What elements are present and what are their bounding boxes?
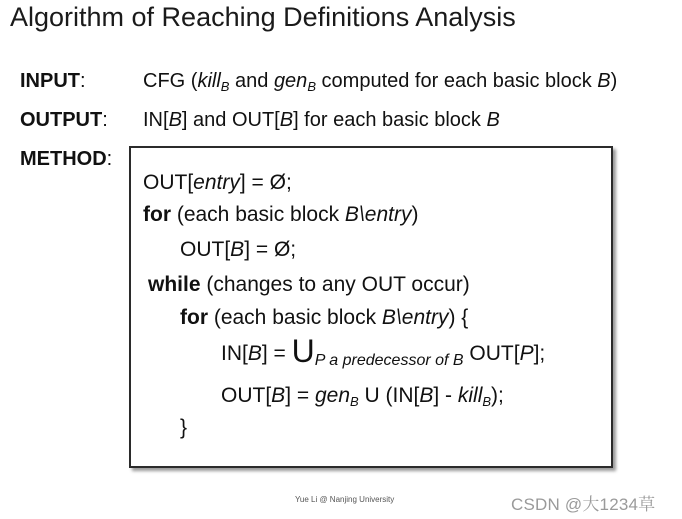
union-symbol: U <box>291 333 315 369</box>
l7-a: OUT[ <box>221 384 272 407</box>
l7-b: ] = <box>285 384 315 407</box>
footer-credit: Yue Li @ Nanjing University <box>295 495 395 504</box>
code-line-5 <box>180 306 468 330</box>
output-label-text: OUTPUT <box>20 109 103 131</box>
input-kill-sub: B <box>220 79 230 94</box>
l5-bentry: B\entry <box>381 306 449 329</box>
code-line-6 <box>221 333 546 369</box>
input-block-b: B <box>597 70 611 92</box>
l7-b-var: B <box>271 384 286 407</box>
method-colon: : <box>106 148 113 170</box>
l1-entry: entry <box>193 171 240 194</box>
l6-b: ] = <box>261 342 292 365</box>
l6-a: IN[ <box>221 342 248 365</box>
l7-kill-sub: B <box>482 394 492 409</box>
output-colon: : <box>102 109 108 131</box>
input-gen: gen <box>273 70 308 92</box>
l7-b-var-2: B <box>419 384 434 407</box>
l4: (changes to any OUT occur) <box>200 273 470 296</box>
l7-d: ] - <box>433 384 458 407</box>
input-t4: ) <box>610 70 618 92</box>
l3-b-var: B <box>230 238 245 261</box>
method-label-text: METHOD <box>20 148 107 170</box>
l3-b: ] = Ø; <box>244 238 297 261</box>
l7-gen-sub: B <box>350 394 359 409</box>
for-keyword: for <box>143 203 171 226</box>
code-close-brace: } <box>180 416 188 439</box>
input-text <box>143 70 617 93</box>
l2-bentry: B\entry <box>344 203 412 226</box>
l7-gen: gen <box>314 384 351 407</box>
inner-for-keyword: for <box>180 306 208 329</box>
code-line-1 <box>143 171 292 195</box>
l5-a: (each basic block <box>208 306 382 329</box>
union-subscript: P a predecessor of B <box>314 352 464 369</box>
output-t1: IN[ <box>143 109 169 131</box>
l2-a: (each basic block <box>171 203 345 226</box>
l3-a: OUT[ <box>180 238 231 261</box>
input-label-text: INPUT <box>20 70 80 92</box>
input-kill: kill <box>197 70 221 92</box>
l1-b: ] = Ø; <box>239 171 292 194</box>
input-t1: CFG ( <box>143 70 198 92</box>
code-line-2 <box>143 203 418 227</box>
l7-c: U (IN[ <box>358 384 420 407</box>
output-t3: ] for each basic block <box>293 109 487 131</box>
l6-b-var: B <box>247 342 262 365</box>
input-gen-sub: B <box>307 79 316 94</box>
output-b3: B <box>486 109 500 131</box>
l5-b: ) { <box>448 306 469 329</box>
code-line-4 <box>148 273 470 297</box>
output-b2: B <box>279 109 294 131</box>
csdn-watermark: CSDN @大1234草 <box>511 495 656 514</box>
l2-b: ) <box>411 203 419 226</box>
while-keyword: while <box>148 273 201 296</box>
l6-d: ]; <box>533 342 546 365</box>
code-line-3 <box>180 238 296 262</box>
input-t2: and <box>229 70 274 92</box>
l1-a: OUT[ <box>143 171 194 194</box>
method-label <box>20 148 112 171</box>
output-t2: ] and OUT[ <box>181 109 280 131</box>
input-label <box>20 70 86 93</box>
output-b1: B <box>168 109 182 131</box>
slide-title: Algorithm of Reaching Definitions Analysis <box>10 2 516 32</box>
output-label <box>20 109 108 132</box>
l6-c: OUT[ <box>463 342 520 365</box>
l7-kill: kill <box>457 384 483 407</box>
output-text <box>143 109 500 132</box>
code-line-7 <box>221 384 504 408</box>
input-t3: computed for each basic block <box>315 70 598 92</box>
input-colon: : <box>80 70 86 92</box>
l7-e: ); <box>491 384 504 407</box>
l6-p-var: P <box>519 342 534 365</box>
